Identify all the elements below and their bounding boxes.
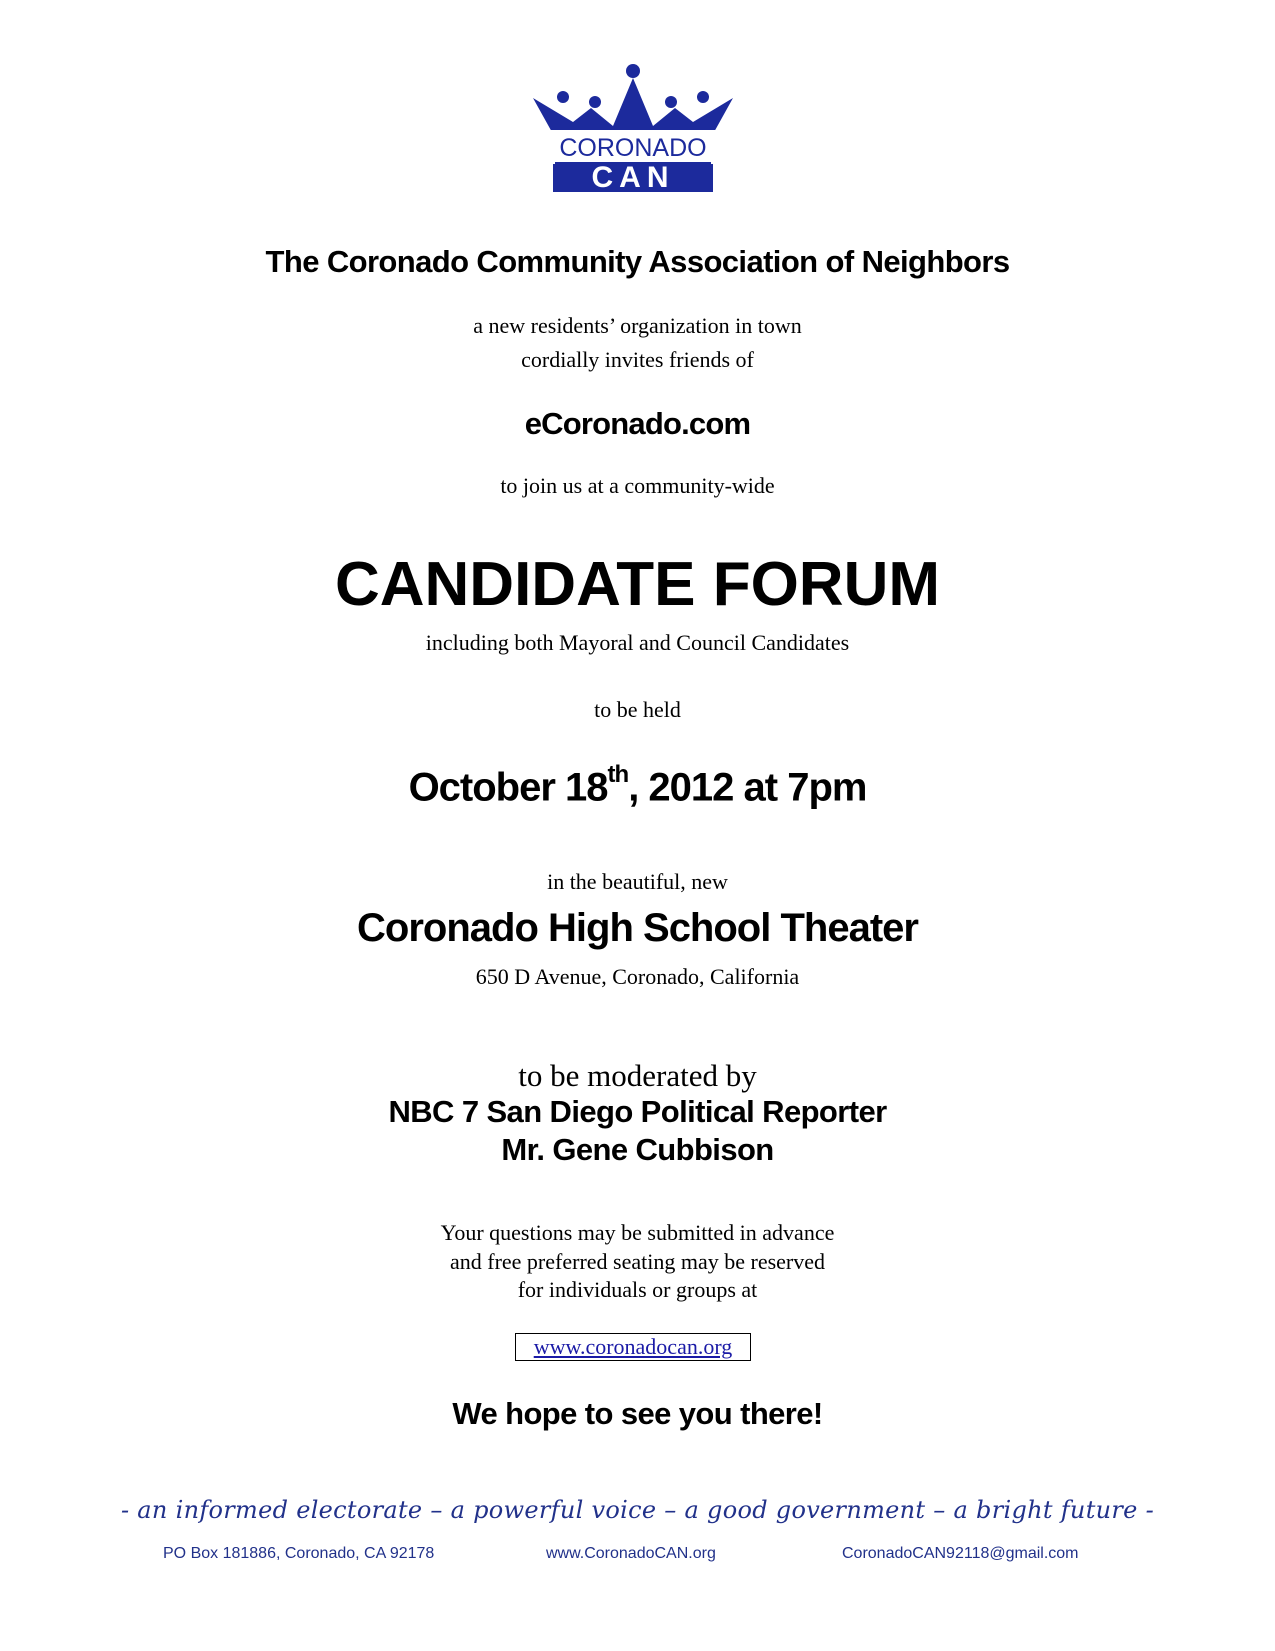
intro-line-2: cordially invites friends of [521, 347, 754, 372]
intro-line-1: a new residents’ organization in town [473, 313, 802, 338]
join-text: to join us at a community-wide [500, 473, 775, 498]
coronado-can-logo [533, 64, 733, 206]
site-name: eCoronado.com [524, 406, 751, 441]
event-subtitle: including both Mayoral and Council Candidates [425, 630, 850, 655]
logo-line2: CAN [591, 161, 675, 194]
tagline: - an informed electorate – a powerful voice – a good government – a bright future - [120, 1496, 1155, 1524]
moderator-lead: to be moderated by [518, 1058, 757, 1093]
questions-line-2: and free preferred seating may be reserved [449, 1249, 825, 1274]
date-rest: , 2012 at 7pm [628, 765, 867, 810]
organization-name: The Coronado Community Association of Neighbors [265, 244, 1010, 279]
questions-line-1: Your questions may be submitted in advance [440, 1220, 835, 1245]
event-date [0, 761, 1275, 810]
closing-text: We hope to see you there! [452, 1396, 823, 1431]
moderator-name: Mr. Gene Cubbison [501, 1132, 774, 1167]
held-text: to be held [594, 697, 681, 722]
website-link[interactable]: www.coronadocan.org [515, 1333, 751, 1361]
footer-website[interactable]: www.CoronadoCAN.org [546, 1545, 716, 1562]
moderator-title: NBC 7 San Diego Political Reporter [388, 1094, 887, 1129]
date-month-day: October 18 [408, 765, 608, 810]
event-title: CANDIDATE FORUM [334, 550, 940, 619]
questions-line-3: for individuals or groups at [517, 1277, 758, 1302]
venue-name: Coronado High School Theater [357, 906, 918, 950]
venue-lead: in the beautiful, new [547, 869, 728, 894]
crown-icon [533, 64, 733, 206]
date-suffix: th [607, 761, 629, 788]
footer-address: PO Box 181886, Coronado, CA 92178 [163, 1545, 435, 1562]
logo-line1: CORONADO [559, 134, 707, 162]
venue-address: 650 D Avenue, Coronado, California [475, 964, 800, 989]
footer-email[interactable]: CoronadoCAN92118@gmail.com [842, 1545, 1079, 1562]
